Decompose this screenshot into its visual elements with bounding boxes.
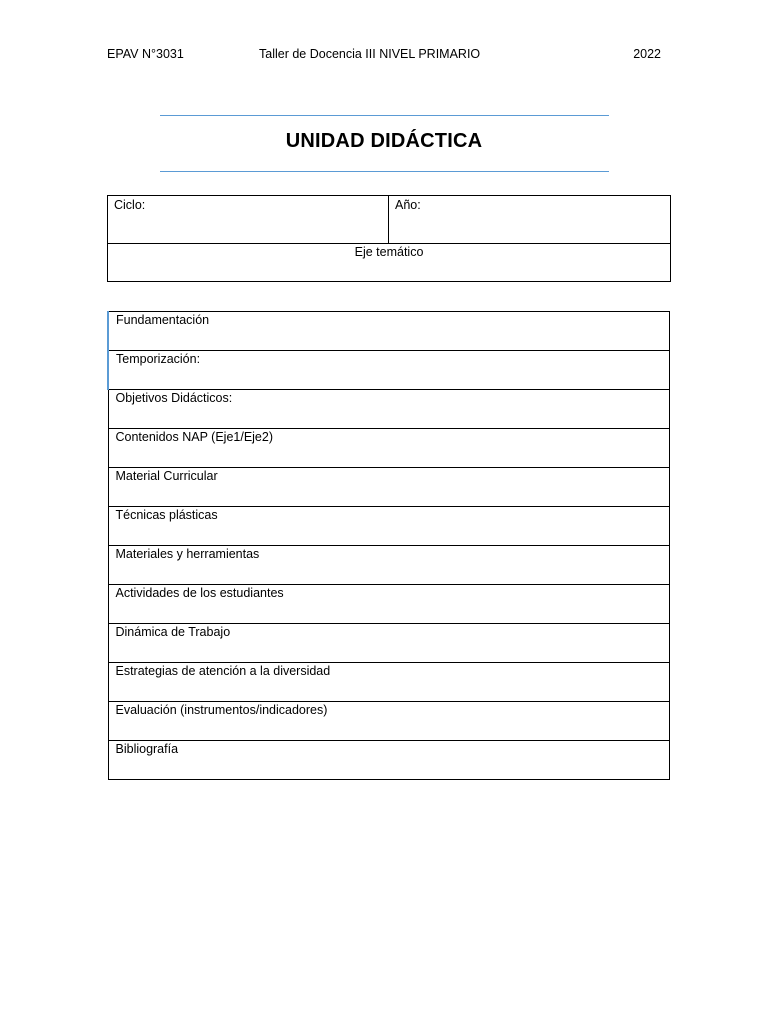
ciclo-label: Ciclo: <box>114 198 146 212</box>
document-title: UNIDAD DIDÁCTICA <box>285 130 483 152</box>
section-objetivos[interactable] <box>108 390 670 429</box>
section-materiales[interactable] <box>108 546 670 585</box>
section-dinamica[interactable] <box>108 624 670 663</box>
section-fundamentacion[interactable] <box>108 312 670 351</box>
section-temporizacion[interactable] <box>108 351 670 390</box>
section-material-curricular[interactable] <box>108 468 670 507</box>
ciclo-cell[interactable] <box>108 196 389 244</box>
section-label: Fundamentación <box>116 313 210 327</box>
sections-table <box>107 311 670 780</box>
section-label: Material Curricular <box>115 469 218 483</box>
section-label: Evaluación (instrumentos/indicadores) <box>115 703 328 717</box>
year: 2022 <box>633 47 661 61</box>
info-table <box>107 195 671 282</box>
section-label: Contenidos NAP (Eje1/Eje2) <box>115 430 273 444</box>
title-bottom-rule <box>160 171 609 172</box>
section-estrategias[interactable] <box>108 663 670 702</box>
section-label: Bibliografía <box>115 742 179 756</box>
course-title: Taller de Docencia III NIVEL PRIMARIO <box>259 47 481 61</box>
section-label: Materiales y herramientas <box>115 547 260 561</box>
school-code: EPAV N°3031 <box>107 47 184 61</box>
section-label: Actividades de los estudiantes <box>115 586 284 600</box>
section-tecnicas-plasticas[interactable] <box>108 507 670 546</box>
section-contenidos[interactable] <box>108 429 670 468</box>
eje-tematico-label: Eje temático <box>354 245 424 259</box>
anio-cell[interactable] <box>389 196 671 244</box>
section-label: Estrategias de atención a la diversidad <box>115 664 331 678</box>
section-label: Dinámica de Trabajo <box>115 625 231 639</box>
section-evaluacion[interactable] <box>108 702 670 741</box>
eje-tematico-cell[interactable] <box>108 244 671 282</box>
section-actividades[interactable] <box>108 585 670 624</box>
section-label: Objetivos Didácticos: <box>115 391 233 405</box>
section-label: Temporización: <box>116 352 201 366</box>
section-bibliografia[interactable] <box>108 741 670 780</box>
section-label: Técnicas plásticas <box>115 508 218 522</box>
anio-label: Año: <box>395 198 421 212</box>
title-top-rule <box>160 115 609 116</box>
